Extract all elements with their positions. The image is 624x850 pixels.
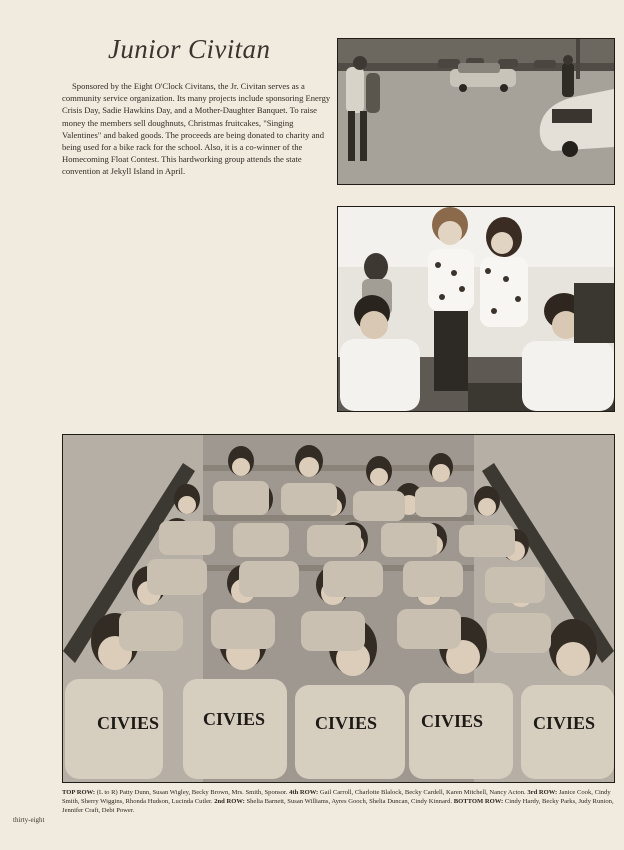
photo-caption	[62, 788, 616, 816]
shirt-text-1: CIVIES	[97, 713, 160, 733]
caption-row4-names: Gail Carroll, Charlotte Blalock, Becky Cardell, Karen Mitchell, Nancy Acton.	[319, 789, 526, 796]
intro-paragraph: Sponsored by the Eight O'Clock Civitans, the Jr. Civitan serves as a community service organization. Its many projects include sponsoring Energy Crisis Day, Sadie Hawkins Day, and a Mother-Daughter Banquet. To raise money the members sell doughnuts, Christmas fruitcakes, "Singing Valentines" and baked goods. The proceeds are being donated to charity and being used for a bike rack for the school. Also, it is a co-winner of the Homecoming Float Contest. This hardworking group attends the state convention at Jekyll Island in April.	[62, 81, 331, 177]
caption-top-label: TOP ROW:	[62, 789, 96, 796]
caption-top-names: (L to R) Patty Dunn, Susan Wigley, Becky Brown, Mrs. Smith, Sponsor.	[96, 789, 288, 796]
students-photo	[337, 206, 615, 412]
caption-row4-label: 4th ROW:	[289, 789, 319, 796]
caption-row2-names: Shelia Barnett, Susan Williams, Ayres Gooch, Shelia Duncan, Cindy Kinnard.	[246, 798, 453, 806]
shirt-text-5: CIVIES	[533, 713, 596, 733]
caption-row3-names: Janice Cook, Cindy Smith, Sherry Wiggins, Rhonda Hudson, Lucinda Cutler.	[62, 789, 611, 806]
shirt-text-2: CIVIES	[203, 709, 266, 729]
page-title: Junior Civitan	[108, 34, 271, 64]
caption-bottom-label: BOTTOM ROW:	[453, 798, 504, 806]
group-photo	[62, 434, 615, 783]
parking-lot-photo	[337, 38, 615, 185]
shirt-text-4: CIVIES	[421, 711, 484, 731]
caption-row3-label: 3rd ROW:	[527, 789, 558, 796]
caption-row2-label: 2nd ROW:	[214, 798, 245, 806]
page-number: thirty-eight	[13, 816, 45, 824]
shirt-text-3: CIVIES	[315, 713, 378, 733]
caption-bottom-names: Cindy Hardy, Becky Parks, Judy Runion, Jennifer Craft, Debi Power.	[62, 798, 614, 815]
